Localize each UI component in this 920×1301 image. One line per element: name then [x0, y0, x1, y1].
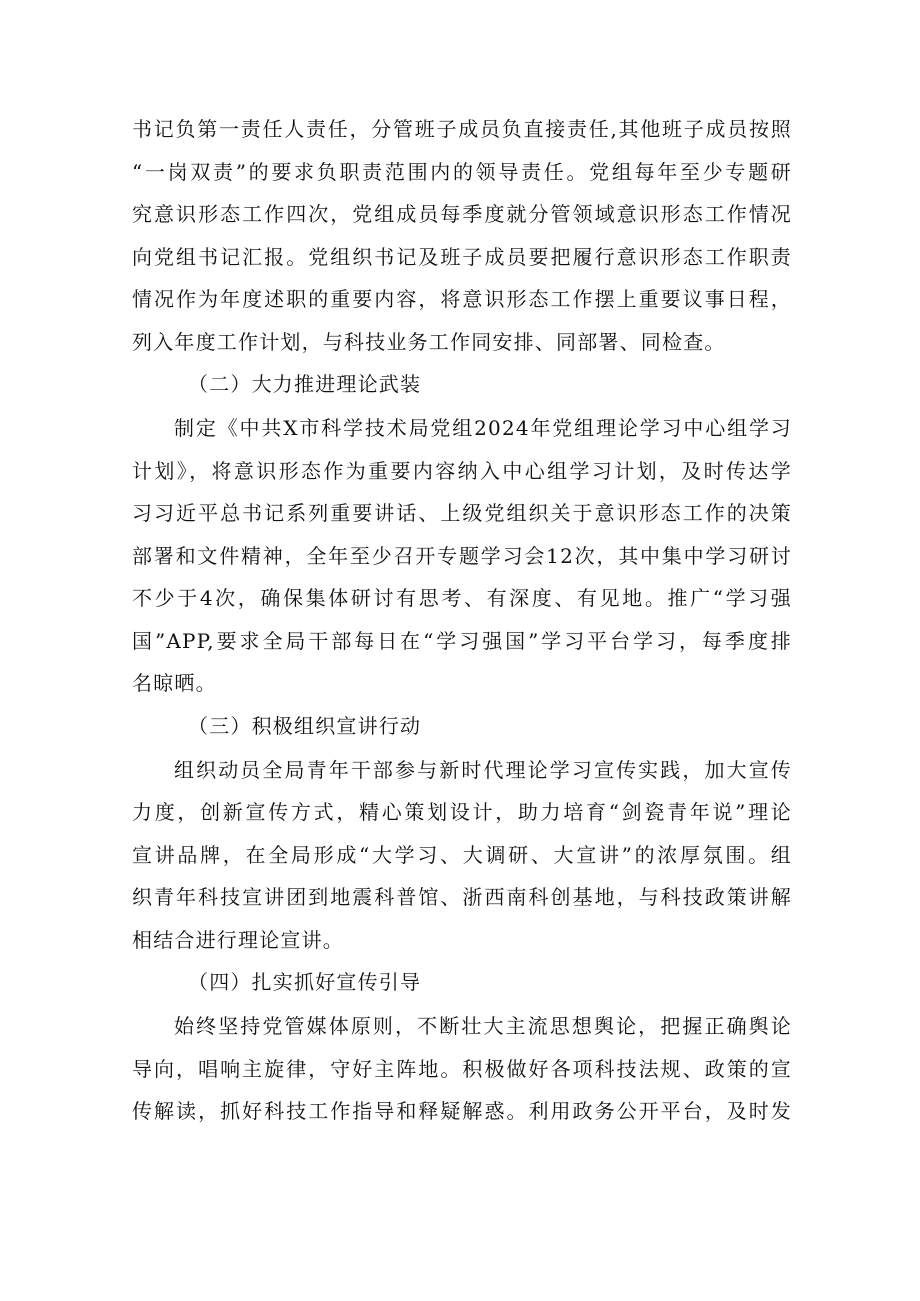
paragraph-line: 名晾晒。 — [132, 671, 217, 695]
paragraph-line: 力度，创新宣传方式，精心策划设计，助力培育“剑瓷青年说”理论 — [132, 800, 792, 824]
paragraph-line: 向党组书记汇报。党组织书记及班子成员要把履行意识形态工作职责 — [132, 244, 792, 269]
section-heading-4: （四）扎实抓好宣传引导 — [188, 970, 422, 994]
paragraph-line: 书记负第一责任人责任，分管班子成员负直接责任,其他班子成员按照 — [132, 117, 792, 141]
section-heading-3: （三）积极组织宣讲行动 — [188, 713, 422, 738]
document-body — [132, 108, 792, 1133]
section-3-paragraph — [132, 749, 792, 962]
paragraph-line: 始终坚持党管媒体原则，不断壮大主流思想舆论，把握正确舆论 — [174, 1014, 792, 1038]
paragraph-line: 组织动员全局青年干部参与新时代理论学习宣传实践，加大宣传 — [174, 757, 792, 782]
paragraph-1 — [132, 108, 792, 363]
paragraph-line: 制定《中共X市科学技术局党组2024年党组理论学习中心组学习 — [174, 416, 792, 440]
paragraph-line: “一岗双责”的要求负职责范围内的领导责任。党组每年至少专题研 — [132, 159, 792, 184]
paragraph-line: 部署和文件精神，全年至少召开专题学习会12次，其中集中学习研讨 — [132, 543, 792, 568]
paragraph-line: 相结合进行理论宣讲。 — [132, 927, 344, 952]
section-2-paragraph — [132, 407, 792, 705]
paragraph-line: 计划》，将意识形态作为重要内容纳入中心组学习计划，及时传达学 — [132, 458, 792, 483]
section-4-paragraph — [132, 1005, 792, 1133]
paragraph-line: 织青年科技宣讲团到地震科普馆、浙西南科创基地，与科技政策讲解 — [132, 885, 792, 909]
paragraph-line: 国”APP,要求全局干部每日在“学习强国”学习平台学习，每季度排 — [132, 628, 792, 653]
paragraph-line: 传解读，抓好科技工作指导和释疑解惑。利用政务公开平台，及时发 — [132, 1099, 792, 1123]
paragraph-line: 情况作为年度述职的重要内容，将意识形态工作摆上重要议事日程， — [132, 287, 792, 311]
paragraph-line: 导向，唱响主旋律，守好主阵地。积极做好各项科技法规、政策的宣 — [132, 1056, 792, 1081]
paragraph-line: 列入年度工作计划，与科技业务工作同安排、同部署、同检查。 — [132, 329, 726, 354]
paragraph-line: 不少于4次，确保集体研讨有思考、有深度、有见地。推广“学习强 — [132, 586, 792, 610]
paragraph-line: 究意识形态工作四次，党组成员每季度就分管领域意识形态工作情况 — [132, 202, 792, 226]
paragraph-line: 习习近平总书记系列重要讲话、上级党组织关于意识形态工作的决策 — [132, 501, 792, 525]
paragraph-line: 宣讲品牌，在全局形成“大学习、大调研、大宣讲”的浓厚氛围。组 — [132, 842, 792, 867]
section-heading-2: （二）大力推进理论武装 — [188, 372, 422, 396]
